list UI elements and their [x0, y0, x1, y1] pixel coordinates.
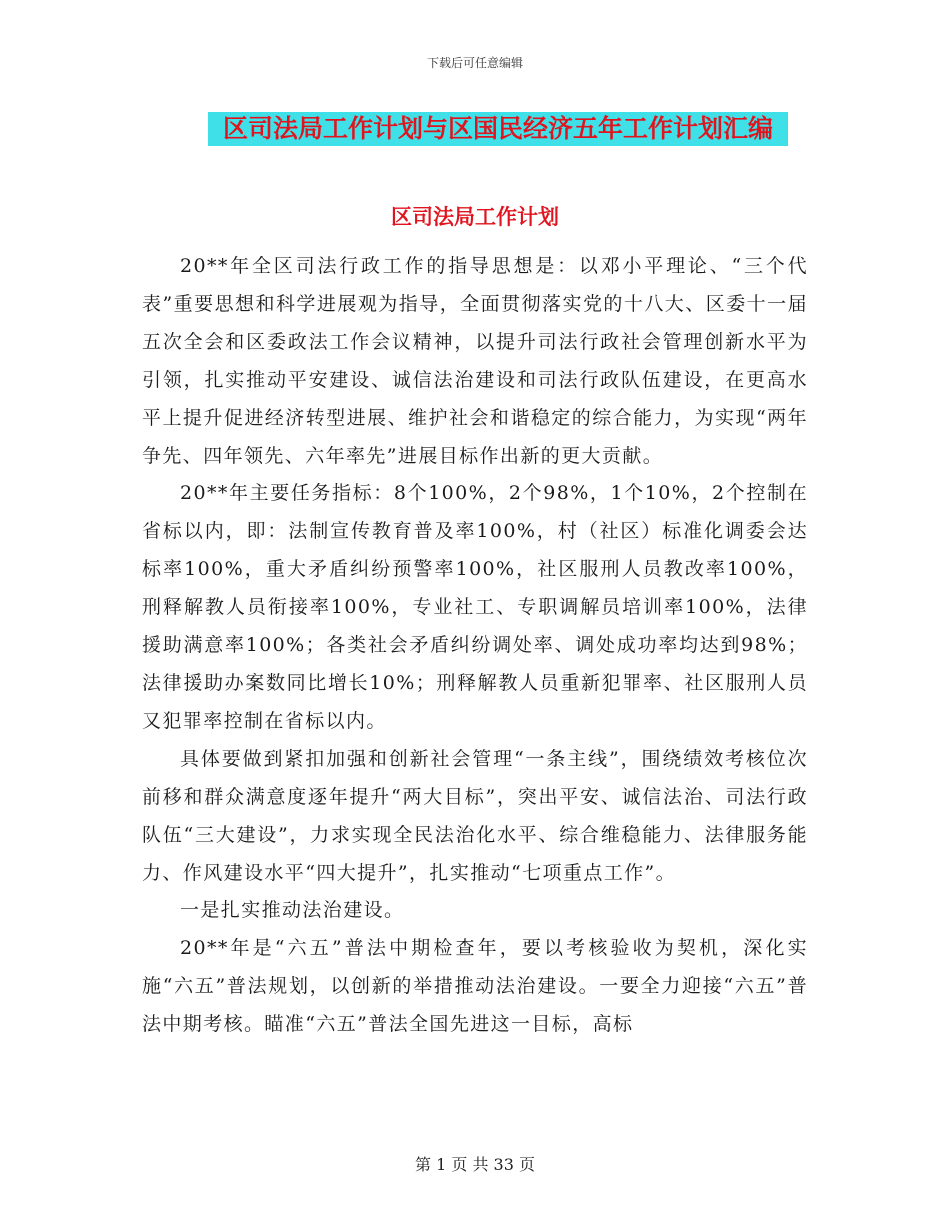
paragraph-heading-rule-of-law: 一是扎实推动法治建设。 [180, 899, 405, 922]
paragraph-six-five-legal-education: 20**年是“六五”普法中期检查年，要以考核验收为契机，深化实施“六五”普法规划，以创新的举措推动法治建设。一要全力迎接“六五”普法中期考核。瞄准“六五”普法全国先进这一目标，高标 [142, 937, 808, 1036]
document-body [142, 248, 808, 1044]
paragraph-task-indicators: 20**年主要任务指标：8个100%，2个98%，1个10%，2个控制在省标以内，即：法制宣传教育普及率100%，村（社区）标准化调委会达标率100%，重大矛盾纠纷预警率100%，社区服刑人员教改率100%，刑释解教人员衔接率100%，专业社工、专职调解员培训率100%，法律援助满意率100%；各类社会矛盾纠纷调处率、调处成功率均达到98%；法律援助办案数同比增长10%；刑释解教人员重新犯罪率、社区服刑人员又犯罪率控制在省标以内。 [142, 482, 808, 732]
document-title: 区司法局工作计划与区国民经济五年工作计划汇编 [208, 112, 788, 146]
page-header-note: 下载后可任意编辑 [426, 56, 523, 70]
page-number: 第 1 页 共 33 页 [415, 1155, 535, 1174]
paragraph-guiding-ideology: 20**年全区司法行政工作的指导思想是：以邓小平理论、“三个代表”重要思想和科学进展观为指导，全面贯彻落实党的十八大、区委十一届五次全会和区委政法工作会议精神，以提升司法行政社会管理创新水平为引领，扎实推动平安建设、诚信法治建设和司法行政队伍建设，在更高水平上提升促进经济转型进展、维护社会和谐稳定的综合能力，为实现“两年争先、四年领先、六年率先”进展目标作出新的更大贡献。 [142, 255, 808, 467]
section-title: 区司法局工作计划 [391, 205, 559, 229]
paragraph-specific-requirements: 具体要做到紧扣加强和创新社会管理“一条主线”，围绕绩效考核位次前移和群众满意度逐年提升“两大目标”，突出平安、诚信法治、司法行政队伍“三大建设”，力求实现全民法治化水平、综合维稳能力、法律服务能力、作风建设水平“四大提升”，扎实推动“七项重点工作”。 [142, 747, 808, 884]
